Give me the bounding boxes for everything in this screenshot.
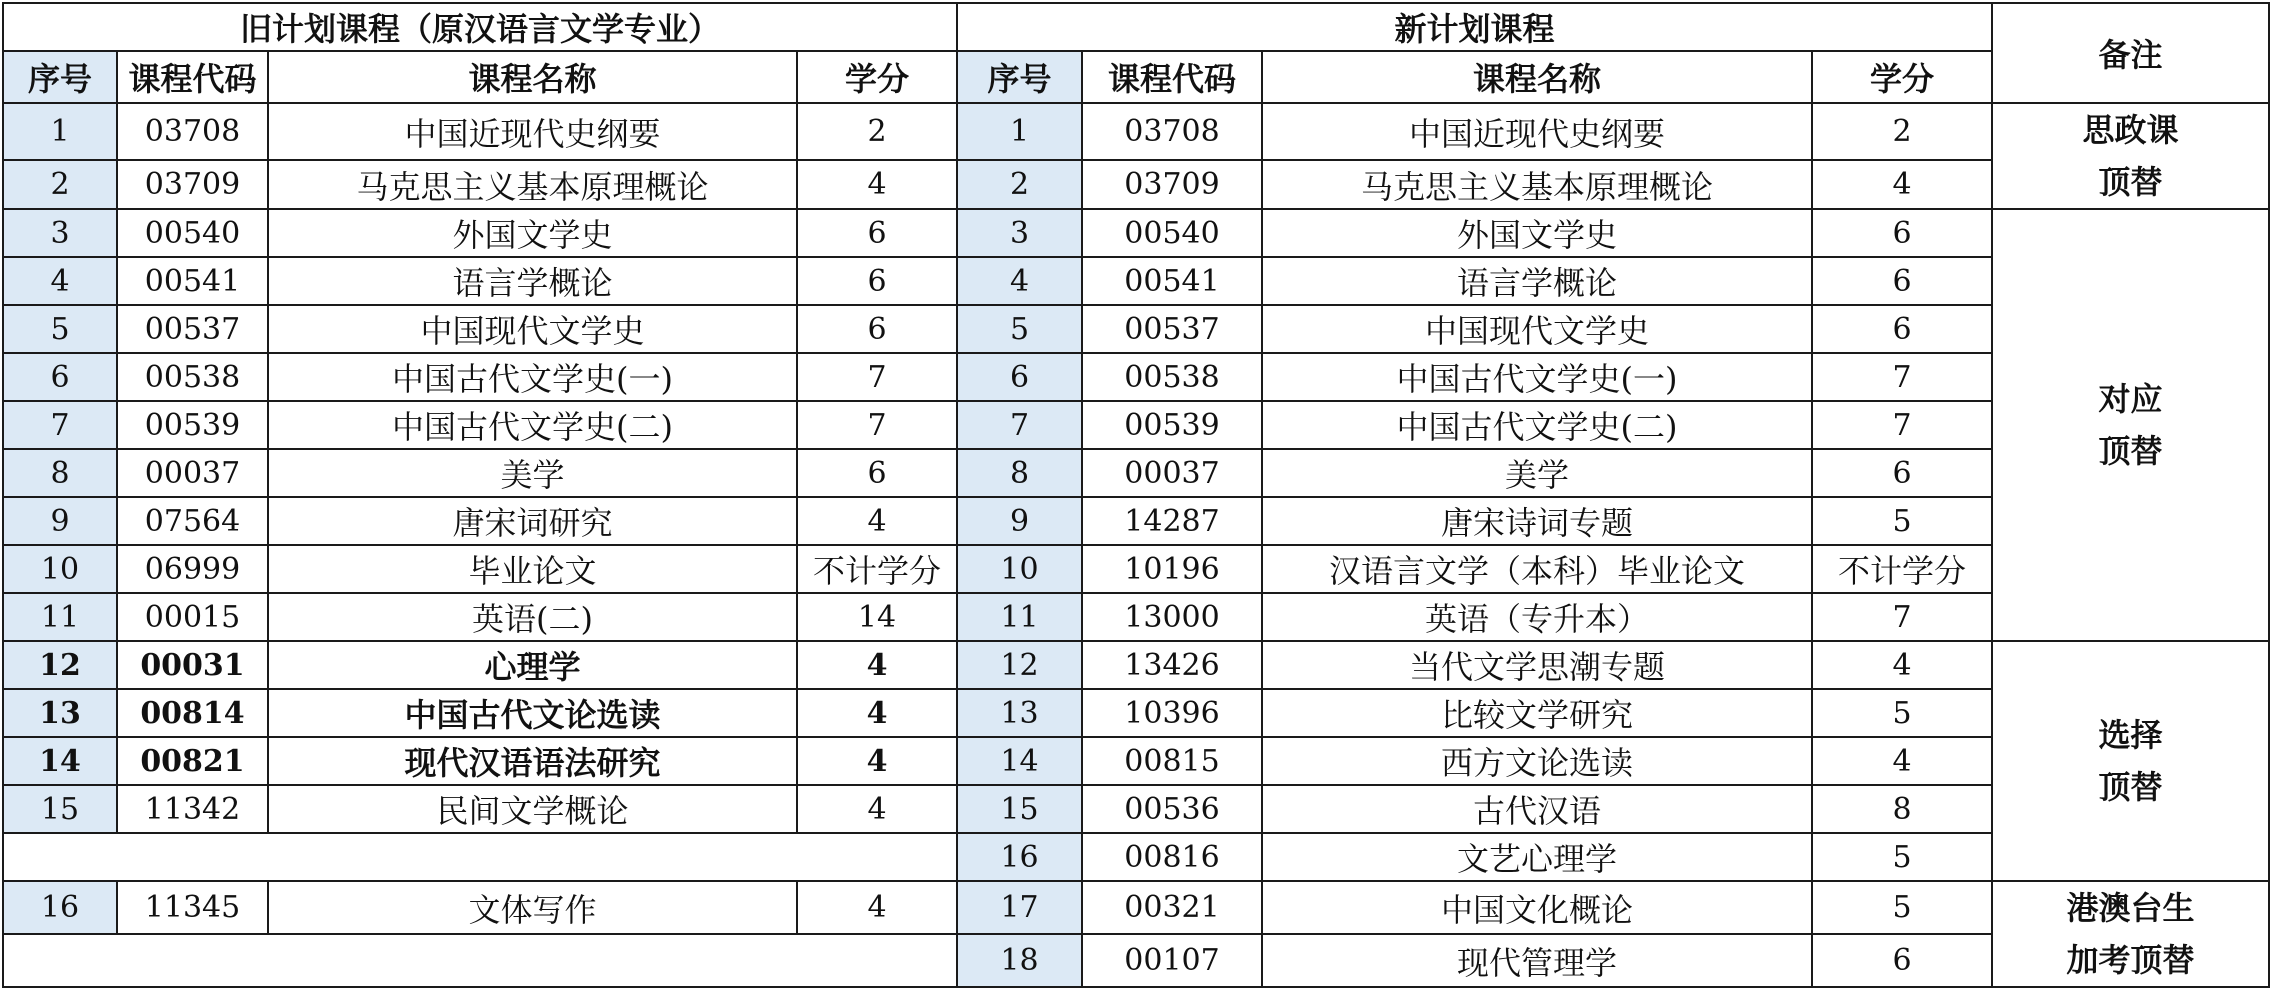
new-name: 汉语言文学（本科）毕业论文 [1262, 545, 1812, 593]
table-row [3, 353, 2269, 401]
old-name: 中国近现代史纲要 [268, 103, 797, 160]
new-credit: 8 [1812, 785, 1992, 833]
old-code: 00015 [117, 593, 268, 641]
remark-header: 备注 [1992, 3, 2269, 103]
old-credit: 2 [797, 103, 957, 160]
old-credit: 7 [797, 401, 957, 449]
old-no: 5 [3, 305, 117, 353]
old-no: 16 [3, 881, 117, 934]
new-name: 中国近现代史纲要 [1262, 103, 1812, 160]
remark-corresponding [1992, 209, 2269, 641]
old-code: 11345 [117, 881, 268, 934]
table-row [3, 257, 2269, 305]
old-credit: 6 [797, 449, 957, 497]
new-code: 00540 [1082, 209, 1262, 257]
old-credit: 4 [797, 881, 957, 934]
table-row [3, 593, 2269, 641]
new-no: 11 [957, 593, 1082, 641]
new-credit: 6 [1812, 449, 1992, 497]
old-name: 英语(二) [268, 593, 797, 641]
new-code: 00541 [1082, 257, 1262, 305]
old-name: 语言学概论 [268, 257, 797, 305]
old-code: 00538 [117, 353, 268, 401]
old-no: 15 [3, 785, 117, 833]
old-code: 03709 [117, 160, 268, 209]
new-code: 03709 [1082, 160, 1262, 209]
new-credit: 4 [1812, 160, 1992, 209]
new-credit: 5 [1812, 689, 1992, 737]
new-code: 00107 [1082, 934, 1262, 987]
new-code: 00815 [1082, 737, 1262, 785]
table-row [3, 689, 2269, 737]
old-code: 00541 [117, 257, 268, 305]
table-row [3, 160, 2269, 209]
old-credit: 6 [797, 305, 957, 353]
new-code: 10396 [1082, 689, 1262, 737]
new-no: 10 [957, 545, 1082, 593]
new-name: 当代文学思潮专题 [1262, 641, 1812, 689]
new-credit: 不计学分 [1812, 545, 1992, 593]
old-code: 00540 [117, 209, 268, 257]
new-credit: 4 [1812, 737, 1992, 785]
new-code: 10196 [1082, 545, 1262, 593]
table-row [3, 103, 2269, 160]
new-credit: 5 [1812, 833, 1992, 881]
new-credit: 6 [1812, 257, 1992, 305]
new-name: 语言学概论 [1262, 257, 1812, 305]
old-name: 马克思主义基本原理概论 [268, 160, 797, 209]
new-no: 7 [957, 401, 1082, 449]
old-name: 中国古代文论选读 [268, 689, 797, 737]
table-row [3, 881, 2269, 934]
old-empty-cell [3, 833, 957, 881]
remark-line: 对应 [2098, 380, 2163, 418]
new-no: 3 [957, 209, 1082, 257]
old-no: 4 [3, 257, 117, 305]
old-credit: 4 [797, 689, 957, 737]
new-credit: 2 [1812, 103, 1992, 160]
remark-hmt-students [1992, 881, 2269, 987]
old-no: 11 [3, 593, 117, 641]
table-row [3, 401, 2269, 449]
new-credit: 5 [1812, 497, 1992, 545]
old-name: 美学 [268, 449, 797, 497]
new-name: 美学 [1262, 449, 1812, 497]
new-credit: 6 [1812, 305, 1992, 353]
new-code: 00536 [1082, 785, 1262, 833]
header-row-top [3, 3, 2269, 51]
remark-line: 顶替 [2098, 163, 2163, 201]
new-credit: 7 [1812, 593, 1992, 641]
old-code: 00031 [117, 641, 268, 689]
new-name: 比较文学研究 [1262, 689, 1812, 737]
old-no: 7 [3, 401, 117, 449]
new-credit: 4 [1812, 641, 1992, 689]
new-col-code: 课程代码 [1082, 51, 1262, 103]
old-name: 唐宋词研究 [268, 497, 797, 545]
old-name: 文体写作 [268, 881, 797, 934]
table-row [3, 209, 2269, 257]
new-name: 外国文学史 [1262, 209, 1812, 257]
old-name: 中国古代文学史(一) [268, 353, 797, 401]
new-no: 6 [957, 353, 1082, 401]
table-row [3, 737, 2269, 785]
new-name: 唐宋诗词专题 [1262, 497, 1812, 545]
old-code: 06999 [117, 545, 268, 593]
new-credit: 6 [1812, 934, 1992, 987]
new-code: 13000 [1082, 593, 1262, 641]
table-row [3, 833, 2269, 881]
new-code: 00537 [1082, 305, 1262, 353]
old-code: 00821 [117, 737, 268, 785]
new-no: 16 [957, 833, 1082, 881]
old-code: 00537 [117, 305, 268, 353]
new-code: 00037 [1082, 449, 1262, 497]
new-col-no: 序号 [957, 51, 1082, 103]
remark-selective [1992, 641, 2269, 881]
new-code: 00816 [1082, 833, 1262, 881]
old-credit: 4 [797, 641, 957, 689]
new-name: 现代管理学 [1262, 934, 1812, 987]
new-no: 12 [957, 641, 1082, 689]
old-no: 9 [3, 497, 117, 545]
table-row [3, 641, 2269, 689]
new-name: 中国文化概论 [1262, 881, 1812, 934]
old-no: 14 [3, 737, 117, 785]
remark-ideology [1992, 103, 2269, 209]
new-credit: 7 [1812, 353, 1992, 401]
old-plan-header: 旧计划课程（原汉语言文学专业） [3, 3, 957, 51]
old-credit: 4 [797, 497, 957, 545]
new-no: 18 [957, 934, 1082, 987]
old-code: 07564 [117, 497, 268, 545]
table-row [3, 785, 2269, 833]
table-row [3, 305, 2269, 353]
new-no: 14 [957, 737, 1082, 785]
new-name: 中国古代文学史(一) [1262, 353, 1812, 401]
new-name: 中国现代文学史 [1262, 305, 1812, 353]
old-credit: 4 [797, 737, 957, 785]
header-row-columns [3, 51, 2269, 103]
new-name: 英语（专升本） [1262, 593, 1812, 641]
new-no: 15 [957, 785, 1082, 833]
remark-line: 顶替 [2098, 432, 2163, 470]
new-no: 17 [957, 881, 1082, 934]
old-name: 中国现代文学史 [268, 305, 797, 353]
old-col-name: 课程名称 [268, 51, 797, 103]
new-no: 8 [957, 449, 1082, 497]
new-credit: 5 [1812, 881, 1992, 934]
new-plan-header: 新计划课程 [957, 3, 1992, 51]
new-no: 5 [957, 305, 1082, 353]
old-credit: 14 [797, 593, 957, 641]
old-code: 00539 [117, 401, 268, 449]
new-no: 9 [957, 497, 1082, 545]
new-name: 西方文论选读 [1262, 737, 1812, 785]
old-col-no: 序号 [3, 51, 117, 103]
old-name: 外国文学史 [268, 209, 797, 257]
new-no: 4 [957, 257, 1082, 305]
remark-line: 港澳台生 [2066, 889, 2195, 927]
old-name: 心理学 [268, 641, 797, 689]
old-col-code: 课程代码 [117, 51, 268, 103]
old-no: 6 [3, 353, 117, 401]
remark-line: 思政课 [2082, 111, 2179, 149]
new-code: 00539 [1082, 401, 1262, 449]
old-name: 现代汉语语法研究 [268, 737, 797, 785]
old-credit: 不计学分 [797, 545, 957, 593]
old-credit: 6 [797, 209, 957, 257]
remark-line: 选择 [2098, 716, 2163, 754]
old-no: 12 [3, 641, 117, 689]
new-code: 14287 [1082, 497, 1262, 545]
remark-line: 加考顶替 [2066, 941, 2195, 979]
new-credit: 7 [1812, 401, 1992, 449]
table-row [3, 545, 2269, 593]
table-row [3, 497, 2269, 545]
old-no: 10 [3, 545, 117, 593]
old-no: 3 [3, 209, 117, 257]
old-name: 中国古代文学史(二) [268, 401, 797, 449]
old-credit: 4 [797, 785, 957, 833]
new-no: 1 [957, 103, 1082, 160]
old-no: 1 [3, 103, 117, 160]
old-name: 毕业论文 [268, 545, 797, 593]
old-no: 2 [3, 160, 117, 209]
old-empty-cell [3, 934, 957, 987]
new-code: 03708 [1082, 103, 1262, 160]
old-code: 11342 [117, 785, 268, 833]
old-name: 民间文学概论 [268, 785, 797, 833]
remark-line: 顶替 [2098, 768, 2163, 806]
new-code: 00538 [1082, 353, 1262, 401]
table-row [3, 449, 2269, 497]
old-code: 00814 [117, 689, 268, 737]
new-col-name: 课程名称 [1262, 51, 1812, 103]
old-col-credit: 学分 [797, 51, 957, 103]
new-code: 13426 [1082, 641, 1262, 689]
old-credit: 7 [797, 353, 957, 401]
old-code: 00037 [117, 449, 268, 497]
new-no: 2 [957, 160, 1082, 209]
old-credit: 4 [797, 160, 957, 209]
old-no: 8 [3, 449, 117, 497]
new-name: 古代汉语 [1262, 785, 1812, 833]
old-no: 13 [3, 689, 117, 737]
new-code: 00321 [1082, 881, 1262, 934]
old-credit: 6 [797, 257, 957, 305]
old-code: 03708 [117, 103, 268, 160]
new-credit: 6 [1812, 209, 1992, 257]
new-name: 文艺心理学 [1262, 833, 1812, 881]
table-row [3, 934, 2269, 987]
new-col-credit: 学分 [1812, 51, 1992, 103]
new-name: 中国古代文学史(二) [1262, 401, 1812, 449]
course-replacement-table [2, 2, 2270, 988]
new-name: 马克思主义基本原理概论 [1262, 160, 1812, 209]
new-no: 13 [957, 689, 1082, 737]
